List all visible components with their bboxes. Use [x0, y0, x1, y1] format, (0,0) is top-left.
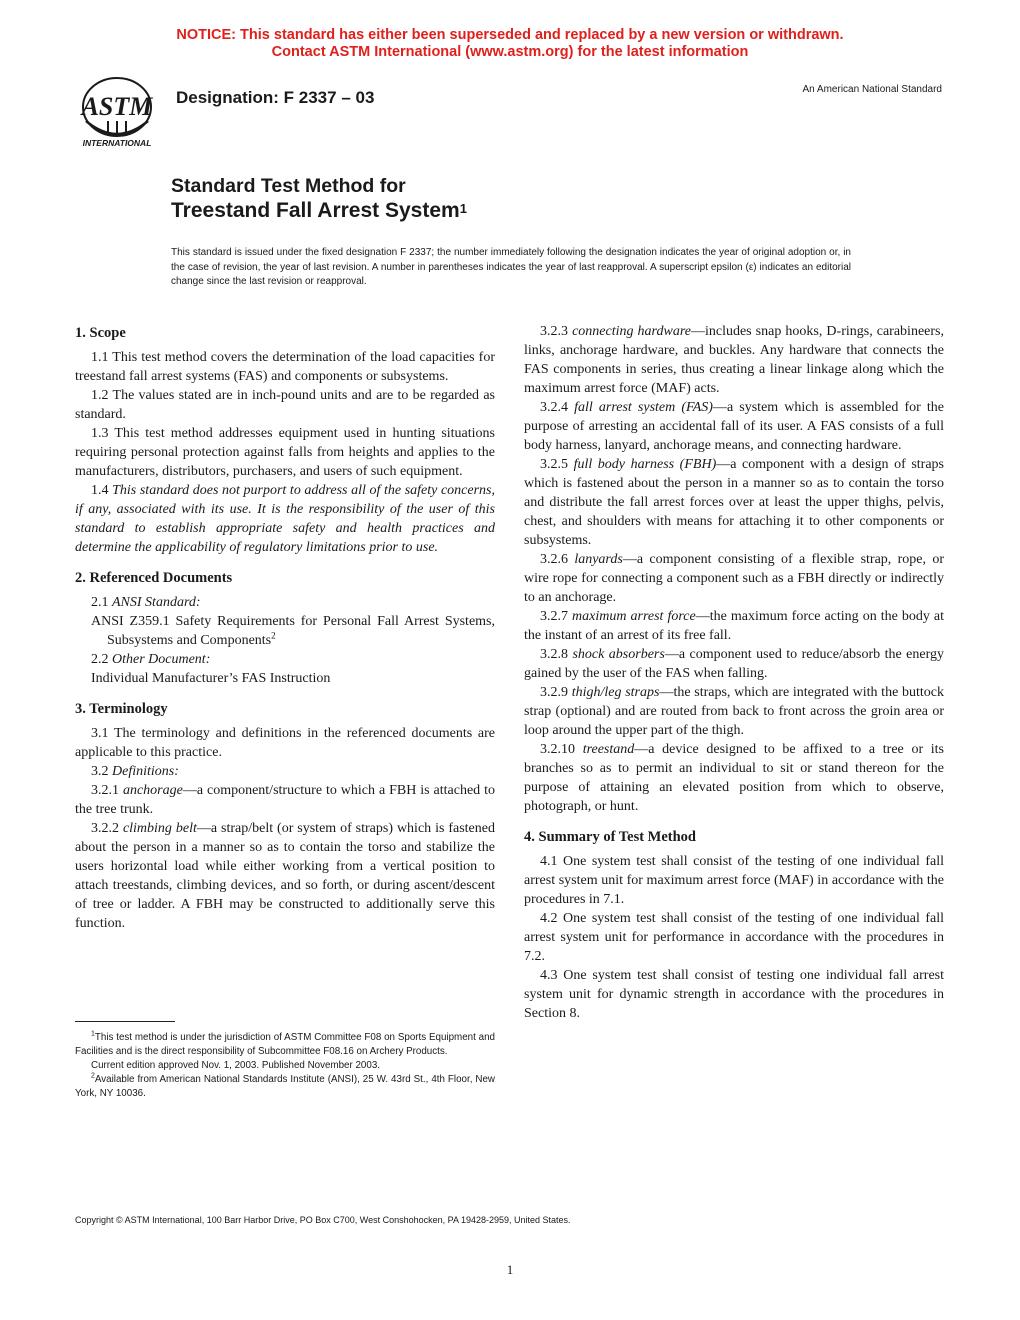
def-anchorage-term: anchorage — [122, 783, 183, 798]
def-anchorage-num: 3.2.1 — [91, 783, 123, 798]
def-climbing-belt-term: climbing belt — [122, 821, 197, 836]
def-thigh-leg-straps-num: 3.2.9 — [540, 685, 572, 700]
def-lanyards-text: —a component consisting of a flexible strap, rope, or wire rope for connecting a component such as a FBH directly or indirectly to an anchorage. — [524, 552, 944, 605]
title-footnote-mark: 1 — [459, 201, 467, 216]
def-treestand-text: —a device designed to be affixed to a tree or its branches so as to permit an individual to sit or stand thereon for the purpose of attaining an elevated position from which to observe, photograph, or hunt. — [524, 742, 945, 814]
para-4-1: 4.1 One system test shall consist of the testing of one individual fall arrest system unit for maximum arrest force (MAF) in accordance with the procedures in 7.1. — [524, 854, 944, 907]
para-1-2: 1.2 The values stated are in inch-pound units and are to be regarded as standard. — [75, 388, 495, 422]
def-treestand-num: 3.2.10 — [540, 742, 583, 757]
american-national-standard-label: An American National Standard — [802, 84, 942, 95]
notice-line-1: NOTICE: This standard has either been superseded and replaced by a new version or withdrawn. — [176, 27, 844, 43]
para-3-2-num: 3.2 — [91, 764, 112, 779]
other-document: Individual Manufacturer’s FAS Instruction — [91, 671, 331, 686]
def-thigh-leg-straps-text: —the straps, which are integrated with the buttock strap (optional) and are routed from back to front across the groin area or loop around the upper part of the thigh. — [524, 685, 945, 738]
ansi-document-text: ANSI Z359.1 Safety Requirements for Personal Fall Arrest Systems, Subsystems and Components — [91, 614, 495, 648]
logo-wordmark: ASTM — [81, 92, 153, 121]
def-lanyards-num: 3.2.6 — [540, 552, 575, 567]
para-4-3: 4.3 One system test shall consist of testing one individual fall arrest system unit for dynamic strength in accordance with the procedures in Section 8. — [524, 968, 944, 1021]
footnote-2-text: Available from American National Standards Institute (ANSI), 25 W. 43rd St., 4th Floor, New York, NY 10036. — [75, 1074, 495, 1099]
footnote-1-mark: 1 — [91, 1030, 95, 1038]
def-lanyards — [524, 550, 944, 607]
para-3-1: 3.1 The terminology and definitions in the referenced documents are applicable to this practice. — [75, 726, 495, 760]
def-shock-absorbers — [524, 645, 944, 683]
para-1-4-text: This standard does not purport to address all of the safety concerns, if any, associated with its use. It is the responsibility of the user of this standard to establish appropriate safety and health practices and determine the applicability of regulatory limitations prior to use. — [75, 483, 496, 555]
para-1-4-num: 1.4 — [91, 483, 113, 498]
para-2-2 — [75, 650, 495, 669]
def-maximum-arrest-force-num: 3.2.7 — [540, 609, 573, 624]
footnotes — [75, 1031, 495, 1101]
section-heading-summary: 4. Summary of Test Method — [524, 829, 696, 845]
title-main: Treestand Fall Arrest System — [171, 199, 460, 222]
para-3-2 — [75, 762, 495, 781]
footnote-2 — [75, 1073, 495, 1101]
left-column — [75, 322, 495, 933]
def-shock-absorbers-num: 3.2.8 — [540, 647, 573, 662]
def-climbing-belt — [75, 819, 495, 933]
para-3-2-label: Definitions: — [112, 764, 179, 779]
para-1-4 — [75, 481, 495, 557]
def-maximum-arrest-force — [524, 607, 944, 645]
section-heading-scope: 1. Scope — [75, 325, 126, 341]
def-thigh-leg-straps — [524, 683, 944, 740]
para-1-3: 1.3 This test method addresses equipment used in hunting situations requiring personal protection against falls from heights and applies to the manufacturers, distributors, purchasers, and users of such equipment. — [75, 426, 495, 479]
page-number: 1 — [506, 1262, 514, 1277]
para-1-1: 1.1 This test method covers the determination of the load capacities for treestand fall arrest systems (FAS) and components or subsystems. — [75, 350, 495, 384]
footnote-divider — [75, 1021, 175, 1022]
footnote-1-edition: Current edition approved Nov. 1, 2003. Published November 2003. — [91, 1060, 381, 1071]
def-full-body-harness-term: full body harness (FBH) — [573, 457, 717, 472]
withdrawal-notice — [0, 27, 1020, 61]
def-connecting-hardware — [524, 322, 944, 398]
title-line-2 — [171, 198, 467, 223]
def-thigh-leg-straps-term: thigh/leg straps — [571, 685, 660, 700]
def-fall-arrest-system-text: —a system which is assembled for the purpose of arresting an accidental fall of its user. A FAS consists of a full body harness, lanyard, anchorage means, and connecting hardware. — [524, 400, 944, 453]
def-maximum-arrest-force-term: maximum arrest force — [572, 609, 696, 624]
ansi-footnote-mark: 2 — [271, 630, 276, 641]
document-title — [171, 174, 467, 223]
footnote-2-mark: 2 — [91, 1072, 95, 1080]
issued-note: This standard is issued under the fixed designation F 2337; the number immediately following the designation indicates the year of original adoption or, in the case of revision, the year of last revision. A number in parentheses indicates the year of last reapproval. A superscript epsilon (ε) indicates an editorial change since the last revision or reapproval. — [171, 247, 851, 287]
para-2-1-label: ANSI Standard: — [112, 595, 201, 610]
def-connecting-hardware-num: 3.2.3 — [540, 324, 573, 339]
astm-logo-icon — [72, 77, 162, 149]
def-climbing-belt-num: 3.2.2 — [91, 821, 123, 836]
para-2-2-label: Other Document: — [112, 652, 211, 667]
def-full-body-harness — [524, 455, 944, 550]
designation: Designation: F 2337 – 03 — [176, 88, 375, 107]
def-full-body-harness-text: —a component with a design of straps which is fastened about the person in a manner so as to contain the torso and distribute the fall arrest forces over at least the upper thighs, pelvis, chest, and shoulders with means for attaching it to other components or subsystems. — [524, 457, 945, 548]
logo-subtitle: INTERNATIONAL — [82, 138, 152, 148]
def-treestand-term: treestand — [582, 742, 635, 757]
def-treestand — [524, 740, 944, 816]
section-heading-terminology: 3. Terminology — [75, 701, 168, 717]
para-4-2: 4.2 One system test shall consist of the testing of one individual fall arrest system unit for performance in accordance with the procedures in 7.2. — [524, 911, 944, 964]
def-full-body-harness-num: 3.2.5 — [540, 457, 574, 472]
title-line-1: Standard Test Method for — [171, 175, 406, 197]
def-anchorage-text: —a component/structure to which a FBH is attached to the tree trunk. — [75, 783, 495, 817]
def-connecting-hardware-term: connecting hardware — [572, 324, 691, 339]
def-connecting-hardware-text: —includes snap hooks, D-rings, carabineers, links, anchorage hardware, and buckles. Any hardware that connects the FAS components in series, thus creating a linear linkage along which the maximum arrest force (MAF) acts. — [524, 324, 944, 396]
para-2-1 — [75, 593, 495, 612]
def-maximum-arrest-force-text: —the maximum force acting on the body at the instant of an arrest of its free fall. — [524, 609, 945, 643]
footnote-1 — [75, 1031, 495, 1059]
def-fall-arrest-system — [524, 398, 944, 455]
def-fall-arrest-system-term: fall arrest system (FAS) — [574, 400, 713, 415]
section-heading-referenced-documents: 2. Referenced Documents — [75, 570, 233, 586]
para-2-2-num: 2.2 — [91, 652, 112, 667]
right-column — [524, 322, 944, 1023]
def-shock-absorbers-text: —a component used to reduce/absorb the energy gained by the user of the FAS when falling. — [524, 647, 944, 681]
def-anchorage — [75, 781, 495, 819]
copyright: Copyright © ASTM International, 100 Barr Harbor Drive, PO Box C700, West Conshohocken, PA 19428-2959, United States. — [75, 1215, 571, 1225]
footnote-1-text: This test method is under the jurisdiction of ASTM Committee F08 on Sports Equipment and Facilities and is the direct responsibility of Subcommittee F08.16 on Archery Products. — [75, 1032, 495, 1057]
ansi-document — [91, 612, 495, 650]
def-lanyards-term: lanyards — [574, 552, 623, 567]
def-climbing-belt-text: —a strap/belt (or system of straps) which is fastened about the person in a manner so as to contain the torso and stabilize the users horizontal load while either working from a vertical position to attach treestands, climbing devices, and so forth, or during ascent/descent of tree or ladder. A FBH may be constructed to additionally serve this function. — [75, 821, 495, 931]
para-2-1-num: 2.1 — [91, 595, 112, 610]
notice-line-2: Contact ASTM International (www.astm.org) for the latest information — [271, 44, 749, 60]
def-shock-absorbers-term: shock absorbers — [572, 647, 665, 662]
def-fall-arrest-system-num: 3.2.4 — [540, 400, 575, 415]
